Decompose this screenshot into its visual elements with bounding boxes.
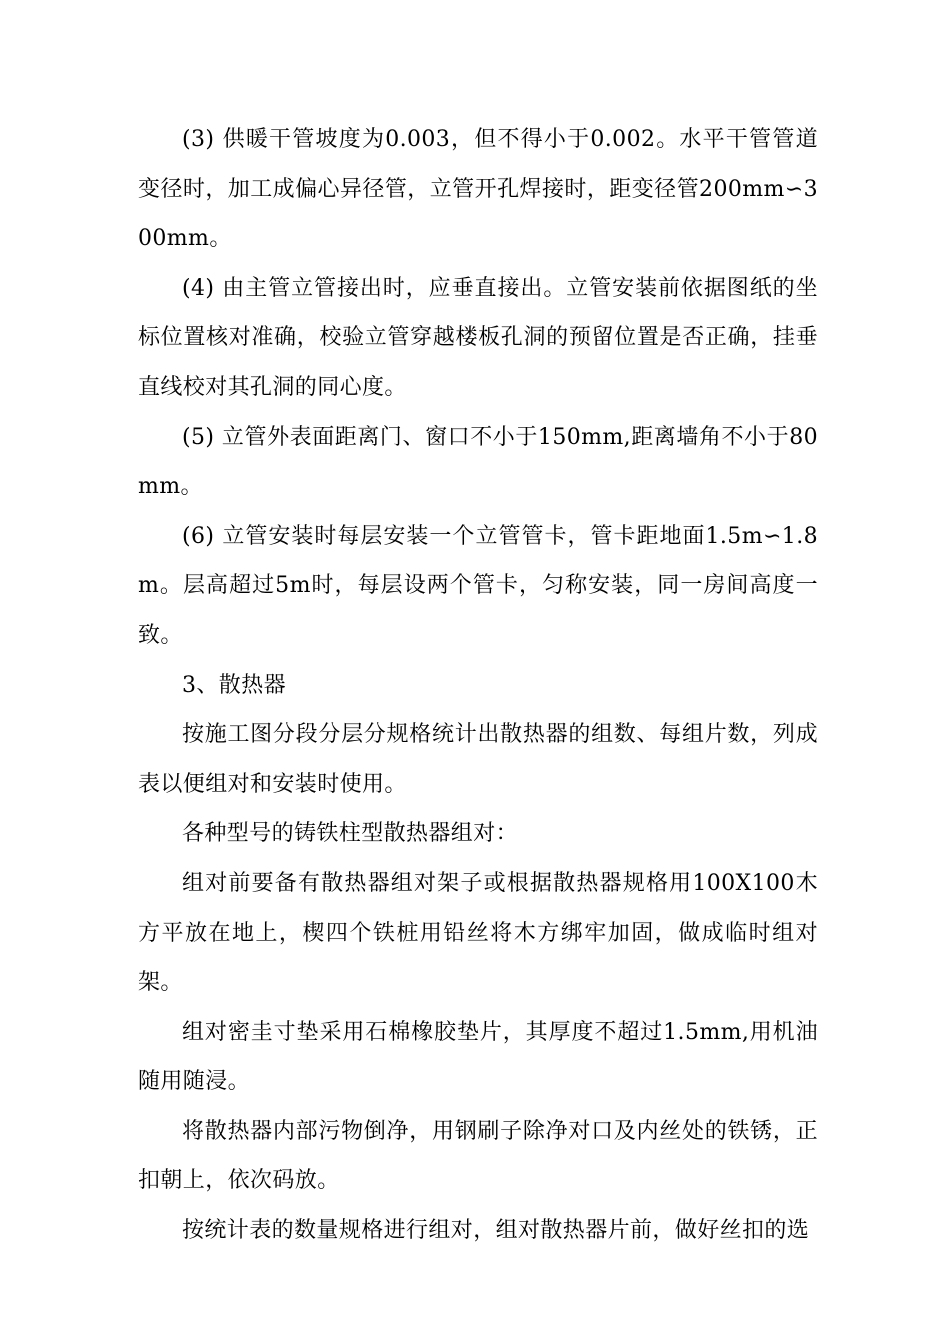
section-heading-radiator: 3、散热器 [182, 672, 286, 698]
paragraph-riser-distance: (5) 立管外表面距离门、窗口不小于150mm,距离墙角不小于80mm。 [138, 424, 818, 500]
paragraph-assembly-frame: 组对前要备有散热器组对架子或根据散热器规格用100X100木方平放在地上，楔四个铁桩用铅丝将木方绑牢加固，做成临时组对架。 [138, 870, 818, 996]
paragraph-cleaning: 将散热器内部污物倒净，用钢刷子除净对口及内丝处的铁锈，正扣朝上，依次码放。 [138, 1118, 818, 1194]
document-body [138, 115, 818, 1256]
paragraph-riser-slope: (3) 供暖干管坡度为0.003，但不得小于0.002。水平干管管道变径时，加工成偏心异径管，立管开孔焊接时，距变径管200mm∽300mm。 [138, 127, 818, 252]
paragraph-radiator-types: 各种型号的铸铁柱型散热器组对： [182, 821, 519, 847]
paragraph-gasket: 组对密圭寸垫采用石棉橡胶垫片，其厚度不超过1.5mm,用机油随用随浸。 [138, 1019, 818, 1095]
paragraph-assembly-procedure: 按统计表的数量规格进行组对，组对散热器片前，做好丝扣的选 [182, 1218, 810, 1244]
paragraph-radiator-count: 按施工图分段分层分规格统计出散热器的组数、每组片数，列成表以便组对和安装时使用。 [138, 722, 818, 797]
paragraph-riser-branch: (4) 由主管立管接出时，应垂直接出。立管安装前依据图纸的坐标位置核对准确，校验立管穿越楼板孔洞的预留位置是否正确，挂垂直线校对其孔洞的同心度。 [138, 275, 818, 400]
paragraph-riser-clamp: (6) 立管安装时每层安装一个立管管卡，管卡距地面1.5m∽1.8m。层高超过5m时，每层设两个管卡，匀称安装，同一房间高度一致。 [138, 523, 818, 648]
